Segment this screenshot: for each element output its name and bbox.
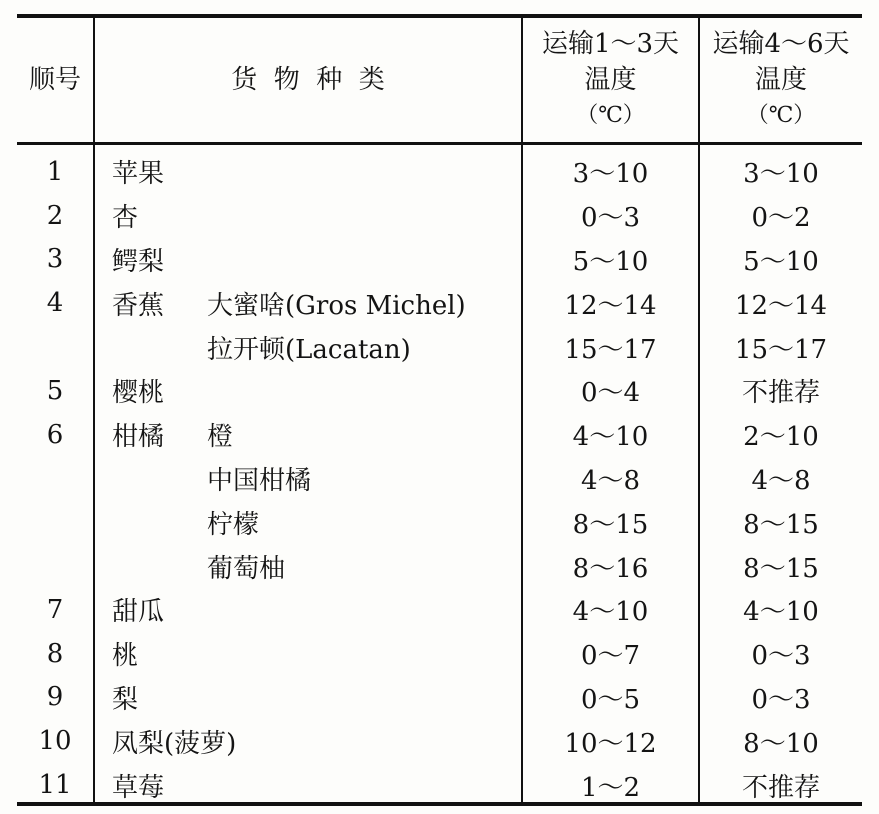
table-row xyxy=(17,281,862,325)
temp-4-6-days: 8～10 xyxy=(743,728,819,759)
temp-4-6-days: 不推荐 xyxy=(741,772,820,803)
row-number: 1 xyxy=(46,156,64,187)
temp-4-6-days: 4～8 xyxy=(751,465,811,496)
temp-4-6-days: 4～10 xyxy=(743,597,819,628)
temp-1-3-days: 5～10 xyxy=(572,246,649,277)
row-number xyxy=(17,325,93,369)
table-row xyxy=(17,325,862,369)
header-no-label: 顺号 xyxy=(28,65,81,95)
row-number: 2 xyxy=(46,200,64,231)
row-number xyxy=(17,544,93,588)
cargo-variety: 拉开顿(Lacatan) xyxy=(207,334,411,365)
cargo-variety: 葡萄柚 xyxy=(207,553,286,584)
temp-4-6-days: 3～10 xyxy=(743,159,819,190)
cargo-variety: 柠檬 xyxy=(207,509,260,540)
row-number: 5 xyxy=(46,375,64,406)
temp-1-3-days: 1～2 xyxy=(580,772,641,803)
row-number: 8 xyxy=(46,638,64,669)
cargo-name: 梨 xyxy=(112,684,139,715)
row-number: 11 xyxy=(38,770,72,801)
table-row xyxy=(17,150,862,194)
cargo-variety: 中国柑橘 xyxy=(207,465,312,496)
header-temp-1-3-days xyxy=(523,18,698,142)
header-t2-line2: 温度 xyxy=(754,65,807,95)
row-number: 9 xyxy=(46,682,64,713)
temp-1-3-days: 3～10 xyxy=(572,159,649,190)
table-header-rule xyxy=(17,142,862,145)
table-row xyxy=(17,544,862,588)
cargo-name: 鳄梨 xyxy=(112,246,165,277)
cargo-variety: 大蜜啥(Gros Michel) xyxy=(207,290,466,321)
table-row xyxy=(17,676,862,720)
cargo-name: 樱桃 xyxy=(112,378,165,409)
temp-1-3-days: 8～15 xyxy=(572,509,649,540)
temp-1-3-days: 0～4 xyxy=(580,378,641,409)
table-row xyxy=(17,500,862,544)
temp-4-6-days: 不推荐 xyxy=(741,378,820,409)
temp-1-3-days: 0～7 xyxy=(580,641,641,672)
temp-1-3-days: 0～5 xyxy=(580,684,641,715)
row-number: 6 xyxy=(46,419,64,450)
temp-4-6-days: 8～15 xyxy=(743,553,819,584)
cargo-name: 苹果 xyxy=(112,159,165,190)
table-row xyxy=(17,369,862,413)
header-t1-line1: 运输1～3天 xyxy=(541,29,680,59)
row-number xyxy=(17,457,93,501)
cargo-name: 香蕉 xyxy=(112,290,165,321)
header-t2-line1: 运输4～6天 xyxy=(712,29,850,59)
table-row xyxy=(17,413,862,457)
temp-1-3-days: 4～8 xyxy=(580,465,641,496)
row-number: 10 xyxy=(38,726,72,757)
row-number: 7 xyxy=(46,594,64,625)
cargo-name: 柑橘 xyxy=(112,422,165,453)
temp-1-3-days: 4～10 xyxy=(572,422,649,453)
temp-1-3-days: 15～17 xyxy=(564,334,657,365)
cargo-variety: 橙 xyxy=(207,422,234,453)
temp-4-6-days: 0～3 xyxy=(751,684,811,715)
temp-4-6-days: 8～15 xyxy=(743,509,819,540)
header-t1-line2: 温度 xyxy=(584,65,637,95)
header-temp-4-6-days xyxy=(700,18,862,142)
table-row xyxy=(17,588,862,632)
header-t1-unit: （℃） xyxy=(576,103,645,128)
cargo-name: 凤梨(菠萝) xyxy=(112,728,237,759)
temp-4-6-days: 0～3 xyxy=(751,641,811,672)
temp-4-6-days: 5～10 xyxy=(743,246,819,277)
temp-1-3-days: 4～10 xyxy=(572,597,649,628)
table-row xyxy=(17,632,862,676)
temp-1-3-days: 8～16 xyxy=(572,553,649,584)
row-number xyxy=(17,500,93,544)
table-row xyxy=(17,194,862,238)
table-row xyxy=(17,763,862,807)
temp-4-6-days: 15～17 xyxy=(734,334,828,365)
row-number: 4 xyxy=(46,288,64,319)
temp-1-3-days: 12～14 xyxy=(564,290,657,321)
temp-4-6-days: 12～14 xyxy=(734,290,828,321)
table-row xyxy=(17,457,862,501)
header-goods xyxy=(95,18,521,142)
header-no xyxy=(17,18,93,142)
temp-4-6-days: 2～10 xyxy=(743,422,819,453)
cargo-name: 甜瓜 xyxy=(112,597,165,628)
header-t2-unit: （℃） xyxy=(746,103,816,128)
cargo-name: 杏 xyxy=(112,203,139,234)
table-row xyxy=(17,238,862,282)
temp-4-6-days: 0～2 xyxy=(751,203,811,234)
header-goods-label: 货 物 种 类 xyxy=(231,65,385,95)
temp-1-3-days: 0～3 xyxy=(580,203,641,234)
cargo-name: 桃 xyxy=(112,641,139,672)
temp-1-3-days: 10～12 xyxy=(564,728,657,759)
cargo-name: 草莓 xyxy=(112,772,165,803)
row-number: 3 xyxy=(46,244,64,275)
table-row xyxy=(17,719,862,763)
